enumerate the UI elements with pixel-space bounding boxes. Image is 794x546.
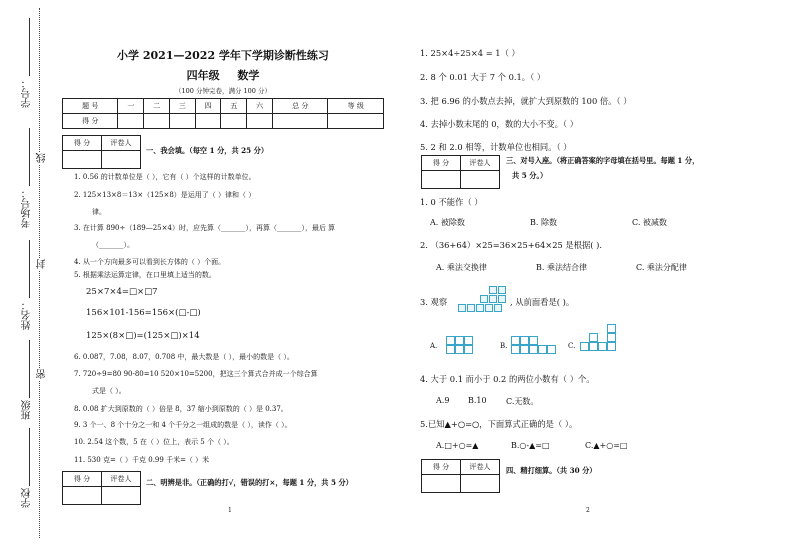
page-title: 小学 2021—2022 学年下学期诊断性练习	[117, 49, 329, 62]
option-b-figure	[511, 336, 553, 356]
s3-q2-opt-a: A. 乘法交换律	[436, 263, 487, 272]
grader-score-label: 得 分	[63, 472, 102, 487]
s1-q6: 6. 0.087，7.08，8.07，0.708 中，最大数是（ ），最小的数是（ ）。	[74, 353, 294, 361]
grader-reviewer-cell[interactable]	[102, 487, 141, 505]
s2-q4: 4. 去掉小数末尾的 0，数的大小不变。（ ）	[420, 119, 579, 129]
school-field[interactable]	[29, 428, 30, 486]
score-cell[interactable]	[169, 114, 195, 129]
score-cell[interactable]	[328, 114, 384, 129]
s3-q3-opt-c: C.	[568, 342, 576, 350]
score-header-cell: 一	[118, 99, 144, 114]
score-cell[interactable]	[144, 114, 170, 129]
grader-box-2	[62, 471, 141, 505]
s3-q4-opt-a: A.9	[436, 396, 450, 405]
cut-line	[39, 8, 40, 538]
s1-q5-eq2: 156×101-156=156×(□-□)	[86, 308, 201, 318]
score-header-cell: 三	[169, 99, 195, 114]
score-row-label: 得 分	[63, 114, 118, 129]
score-value-row	[63, 114, 384, 129]
grader-box-1	[62, 135, 141, 169]
s1-q3-cont: （_______）。	[92, 241, 134, 249]
s1-q10: 10. 2.54 这个数，5 在（ ）位上，表示 5 个（ ）。	[74, 438, 234, 446]
page-number-2: 2	[586, 507, 590, 514]
s3-q1-opt-b: B. 除数	[530, 218, 557, 227]
exam-room-field[interactable]	[29, 128, 30, 186]
section1-title: 一、我会填。（每空 1 分，共 25 分）	[146, 146, 269, 155]
score-header-cell: 五	[221, 99, 247, 114]
s1-q5: 5. 根据乘法运算定律，在口里填上适当的数。	[74, 271, 216, 279]
grader-reviewer-label: 评卷人	[461, 156, 500, 171]
seal-xian: 线	[37, 153, 48, 163]
s3-q5-opt-a: A.□+○=▲	[436, 441, 479, 450]
s3-q1: 1. 0 不能作（ ）	[420, 197, 483, 207]
s3-q4: 4. 大于 0.1 而小于 0.2 的两位小数有（ ）个。	[420, 374, 595, 384]
label-school: 学校	[22, 488, 33, 508]
grade-subject	[58, 67, 388, 83]
s1-q8: 8. 0.08 扩大到原数的（ ）倍是 8，37 缩小到原数的（ ）是 0.37。	[74, 405, 288, 413]
grader-reviewer-label: 评卷人	[102, 472, 141, 487]
s1-q1: 1. 0.56 的计数单位是（ ），它有（ ）个这样的计数单位。	[74, 173, 256, 181]
s2-q3: 3. 把 6.96 的小数点去掉，就扩大到原数的 100 倍。（ ）	[420, 96, 632, 106]
s3-q5-opt-c: C.▲+○=□	[585, 441, 628, 450]
section3-title: 三、对号入座。（将正确答案的字母填在括号里。每题 1 分，	[506, 156, 700, 165]
s3-q2-opt-b: B. 乘法结合律	[536, 263, 587, 272]
s3-q1-opt-a: A. 被除数	[430, 218, 465, 227]
score-header-cell: 四	[195, 99, 221, 114]
grader-box-3	[421, 155, 500, 189]
score-cell[interactable]	[118, 114, 144, 129]
s1-q11: 11. 530 克=（ ）千克 0.99 千米=（ ）米	[74, 456, 210, 464]
label-class: 班级	[22, 400, 33, 420]
s2-q5: 5. 2 和 2.0 相等，计数单位也相同。（ ）	[420, 142, 572, 152]
score-header-cell: 总 分	[272, 99, 327, 114]
score-cell[interactable]	[272, 114, 327, 129]
s1-q9: 9. 3 个一、8 个十分之一和 4 个千分之一组成的数是（ ），读作（ ）。	[74, 421, 292, 429]
name-field[interactable]	[29, 240, 30, 298]
grader-score-label: 得 分	[422, 460, 461, 475]
s1-q3: 3. 在计算 890÷（189—25×4）时，应先算（_______），再算（_______），最后 算	[74, 224, 336, 232]
student-id-field[interactable]	[29, 18, 30, 76]
s3-q2-opt-c: C. 乘法分配律	[636, 263, 687, 272]
grade: 四年级	[186, 69, 220, 82]
s2-q2: 2. 8 个 0.01 大于 7 个 0.1。（ ）	[420, 72, 546, 82]
score-table	[62, 98, 384, 129]
grader-reviewer-label: 评卷人	[461, 460, 500, 475]
s1-q5-eq3: 125×(8×□)=(125×□)×14	[86, 331, 200, 341]
grader-reviewer-cell[interactable]	[461, 171, 500, 189]
s1-q4: 4. 从一个方向最多可以看到长方体的（ ）个面。	[74, 258, 226, 266]
s3-q3-pre: 3. 观察	[420, 297, 448, 307]
s3-q3-post: , 从前面看是( )。	[510, 297, 575, 307]
grader-score-label: 得 分	[63, 136, 102, 151]
s3-q1-opt-c: C. 被减数	[632, 218, 667, 227]
score-cell[interactable]	[195, 114, 221, 129]
s1-q7: 7. 720÷9=80 90-80=10 520×10=5200，把这三个算式合并成一个综合算	[74, 370, 318, 378]
option-a-figure	[446, 336, 478, 356]
seal-mi: 密	[37, 369, 48, 379]
grader-reviewer-label: 评卷人	[102, 136, 141, 151]
score-header-cell: 题 号	[63, 99, 118, 114]
s3-q2: 2. （36+64）×25=36×25+64×25 是根据( ).	[420, 240, 603, 250]
grader-score-cell[interactable]	[63, 151, 102, 169]
exam-note: （100 分钟完卷，满分 100 分）	[174, 87, 271, 95]
grader-score-cell[interactable]	[422, 171, 461, 189]
s1-q7-cont: 式是（ ）。	[92, 387, 126, 395]
s3-q3-opt-a: A.	[430, 342, 438, 350]
label-name: 姓名：	[22, 300, 33, 330]
option-c-figure	[580, 324, 616, 360]
grader-box-4	[421, 459, 500, 493]
grader-score-cell[interactable]	[422, 475, 461, 493]
s2-q1: 1. 25×4÷25×4 = 1（ ）	[420, 48, 520, 58]
cube-figure	[458, 282, 510, 316]
grader-score-label: 得 分	[422, 156, 461, 171]
label-student-id: 学号：	[22, 78, 33, 108]
page-number-1: 1	[228, 507, 232, 514]
grader-score-cell[interactable]	[63, 487, 102, 505]
score-header-cell: 二	[144, 99, 170, 114]
score-header-row	[63, 99, 384, 114]
grader-reviewer-cell[interactable]	[102, 151, 141, 169]
seal-feng: 封	[37, 259, 48, 269]
s3-q3-opt-b: B.	[500, 342, 508, 350]
binding-margin	[0, 0, 52, 546]
section3-title-cont: 共 5 分。）	[512, 171, 548, 180]
s1-q2-cont: 律。	[92, 208, 106, 216]
score-header-cell: 等 级	[328, 99, 384, 114]
class-field[interactable]	[29, 340, 30, 398]
s3-q5: 5.已知▲+○=○，下面算式正确的是（ ）。	[420, 419, 578, 429]
s3-q5-opt-b: B.○-▲=□	[511, 441, 550, 450]
s3-q4-opt-b: B.10	[468, 396, 487, 405]
subject: 数学	[237, 69, 260, 82]
grader-reviewer-cell[interactable]	[461, 475, 500, 493]
score-header-cell: 六	[247, 99, 273, 114]
s3-q4-opt-c: C.无数。	[506, 397, 539, 406]
s1-q5-eq1: 25×7×4=□×□7	[86, 287, 158, 297]
score-cell[interactable]	[221, 114, 247, 129]
section2-title: 二、明辨是非。（正确的打√，错误的打×，每题 1 分，共 5 分）	[146, 478, 353, 487]
section4-title: 四、精打细算。（共 30 分）	[506, 466, 597, 475]
s1-q2: 2. 125×13×8＝13×（125×8）是运用了（ ）律和（ ）	[74, 191, 256, 199]
label-exam-room: 考场号：	[22, 188, 33, 228]
score-cell[interactable]	[247, 114, 273, 129]
